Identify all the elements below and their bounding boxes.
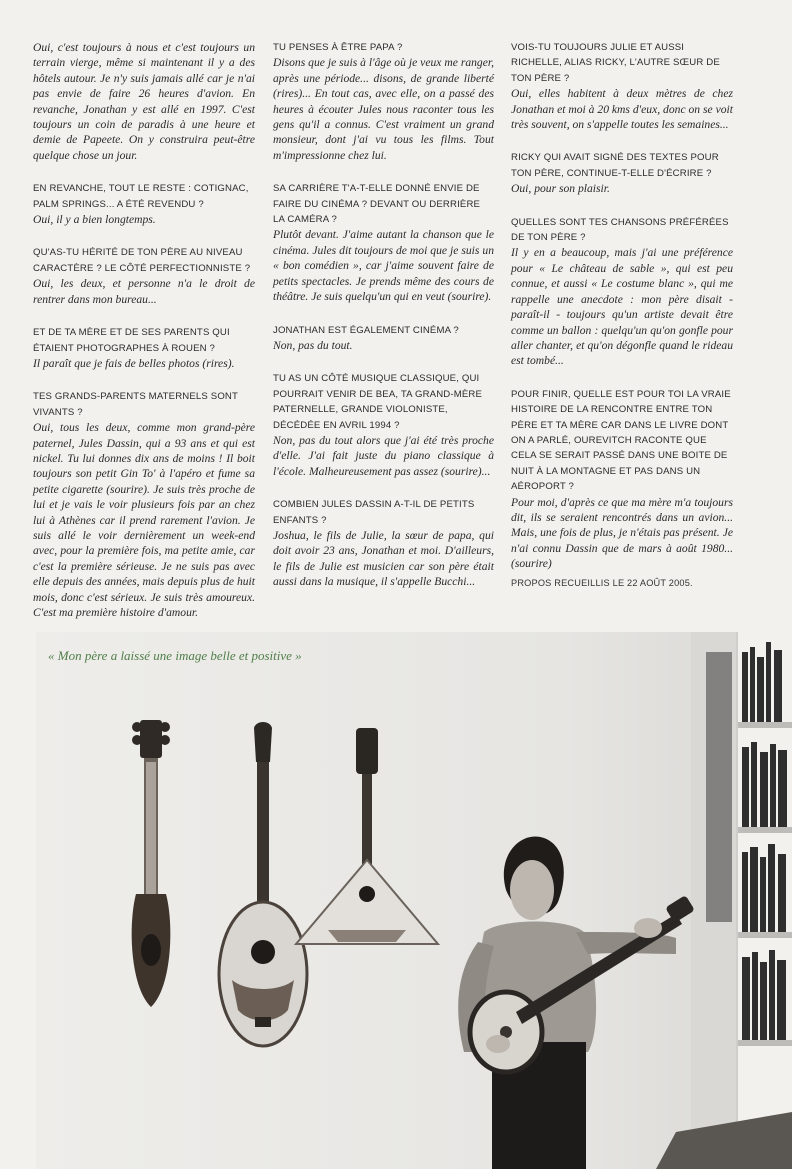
interview-block [511, 215, 733, 369]
interview-answer: Non, pas du tout. [273, 338, 353, 352]
interview-answer: Oui, pour son plaisir. [511, 182, 610, 196]
article-column-1 [33, 40, 255, 638]
interview-answer: Oui, c'est toujours à nous et c'est toujours un terrain vierge, même si maintenant il y a des hôtels autour. Je n'y suis jamais allé car je n'ai pas envie de faire 26 heures d'avion. En revanche, Jonathan y est allé en 1997. C'est toujours un coin de paradis à une heure et demie de Papeete. On y construira peut-être quelque chose un jour. [33, 41, 255, 162]
interview-question: POUR FINIR, QUELLE EST POUR TOI LA VRAIE HISTOIRE DE LA RENCONTRE ENTRE TON PÈRE ET TA MÈRE CAR DANS LE LIVRE DONT ON A PARLÉ, OUREVITCH RACONTE QUE CELA SE SERAIT PASSÉ DANS UNE BOITE DE NUIT À LA MONTAGNE ET PAS DANS UN AÉROPORT ? [511, 388, 731, 493]
interview-question: TU PENSES À ÊTRE PAPA ? [273, 42, 403, 53]
interview-question: QUELLES SONT TES CHANSONS PRÉFÉRÉES DE TON PÈRE ? [511, 216, 729, 244]
interview-block [33, 181, 255, 227]
photo-caption: « Mon père a laissé une image belle et positive » [48, 648, 302, 663]
interview-question: QU'AS-TU HÉRITÉ DE TON PÈRE AU NIVEAU CARACTÈRE ? LE CÔTÉ PERFECTIONNISTE ? [33, 247, 251, 274]
interview-question: SA CARRIÈRE T'A-T-ELLE DONNÉ ENVIE DE FAIRE DU CINÉMA ? DEVANT OU DERRIÈRE LA CAMÉRA ? [273, 183, 481, 226]
interview-answer: Oui, les deux, et personne n'a le droit de rentrer dans mon bureau... [33, 277, 255, 306]
interview-block [33, 325, 255, 371]
interview-block [33, 245, 255, 307]
interview-answer: Plutôt devant. J'aime autant la chanson que le cinéma. Jules dit toujours de moi que je suis un « bon comédien », car j'aime souvent faire de petits spectacles. Je prends même des cours de théâtre. Je suis quelqu'un qui en veut (sourire). [273, 228, 494, 304]
interview-question: TU AS UN CÔTÉ MUSIQUE CLASSIQUE, QUI POURRAIT VENIR DE BEA, TA GRAND-MÈRE PATERNELLE, GRANDE VIOLONISTE, DÉCÉDÉE EN AVRIL 1994 ? [273, 373, 483, 431]
interview-block [273, 181, 494, 304]
interview-question: RICKY QUI AVAIT SIGNÉ DES TEXTES POUR TON PÈRE, CONTINUE-T-ELLE D'ÉCRIRE ? [511, 152, 719, 179]
interview-answer: Oui, elles habitent à deux mètres de chez Jonathan et moi à 20 kms d'eux, donc on se voit très souvent, on s'appelle toutes les semaines... [511, 87, 733, 132]
photo-illustration [36, 632, 792, 1169]
interview-answer: Pour moi, d'après ce que ma mère m'a toujours dit, ils se seraient rencontrés dans un avion... Mais, une fois de plus, je n'étais pas présent. Je n'ai connu Dassin que de mars à août 1980... (sourire) [511, 495, 733, 571]
interview-block [33, 389, 255, 620]
interview-block [511, 40, 733, 132]
interview-question: VOIS-TU TOUJOURS JULIE ET AUSSI RICHELLE, ALIAS RICKY, L'AUTRE SŒUR DE TON PÈRE ? [511, 42, 720, 84]
interview-answer: Oui, tous les deux, comme mon grand-père paternel, Jules Dassin, qui a 93 ans et qui est nickel. Tu lui donnes dix ans de moins ! Il boit toujours son petit Gin To' à l'apéro et fume sa petite cigarette (sourire). Je suis très proche de lui et je vais le voir plusieurs fois par an chez lui à Athènes car il prend rarement l'avion. Je suis allé le voir dernièrement un week-end avec, pour la première fois, ma petite amie, car c'est la première sérieuse. Je ne suis pas avec elle depuis des années, mais depuis plus de huit mois, donc c'est sérieux. Je suis très amoureux. C'est ma première histoire d'amour. [33, 421, 255, 619]
interview-block [511, 150, 733, 196]
interview-question: JONATHAN EST ÉGALEMENT CINÉMA ? [273, 324, 459, 336]
bookshelf [738, 632, 792, 1169]
interview-answer: Disons que je suis à l'âge où je veux me ranger, après une période... disons, de grande liberté (rires)... En tout cas, avec elle, on a passé des heures à écouter Jules nous raconter tous les gens qu'il a connus. C'est vraiment un grand monsieur, dont j'ai vu tous les films. Tout m'impressionne chez lui. [273, 56, 494, 162]
interview-answer: Oui, il y a bien longtemps. [33, 213, 156, 227]
interview-question: COMBIEN JULES DASSIN A-T-IL DE PETITS ENFANTS ? [273, 499, 475, 526]
interview-answer: Non, pas du tout alors que j'ai été très proche d'elle. J'ai fait juste du piano classique à l'école. Malheureusement pas assez (sourire)... [273, 433, 494, 478]
interview-question: ET DE TA MÈRE ET DE SES PARENTS QUI ÉTAIENT PHOTOGRAPHES À ROUEN ? [33, 327, 230, 354]
interview-block [33, 40, 255, 163]
interview-answer: Il y en a beaucoup, mais j'ai une préférence pour « Le château de sable », qui est peu connue, et aussi « Le costume blanc », qui me rappelle une anecdote : mon père disait - paraît-il - toujours qu'un artiste devait être comme un ballon : quelqu'un qu'on gonfle pour aller chanter, et qu'on dégonfle quand le rideau est tombé... [511, 246, 733, 368]
interview-answer: Joshua, le fils de Julie, la sœur de papa, qui doit avoir 23 ans, Jonathan et moi. D'ailleurs, le fils de Julie est musicien car son père était aussi dans la musique, il s'appelle Bucchi... [273, 528, 494, 589]
interview-block [273, 323, 494, 354]
interview-question: EN REVANCHE, TOUT LE RESTE : COTIGNAC, PALM SPRINGS... A ÉTÉ REVENDU ? [33, 183, 249, 210]
interview-question: TES GRANDS-PARENTS MATERNELS SONT VIVANTS ? [33, 391, 238, 418]
article-column-3 [511, 40, 733, 590]
interview-block [273, 40, 494, 163]
interview-block [273, 497, 494, 589]
article-column-2 [273, 40, 494, 608]
interview-block [273, 371, 494, 479]
interview-answer: Il paraît que je fais de belles photos (rires). [33, 356, 235, 370]
interview-block [511, 387, 733, 572]
photo-man-with-banjo [36, 632, 792, 1169]
interview-credit: PROPOS RECUEILLIS LE 22 AOÛT 2005. [511, 578, 693, 588]
